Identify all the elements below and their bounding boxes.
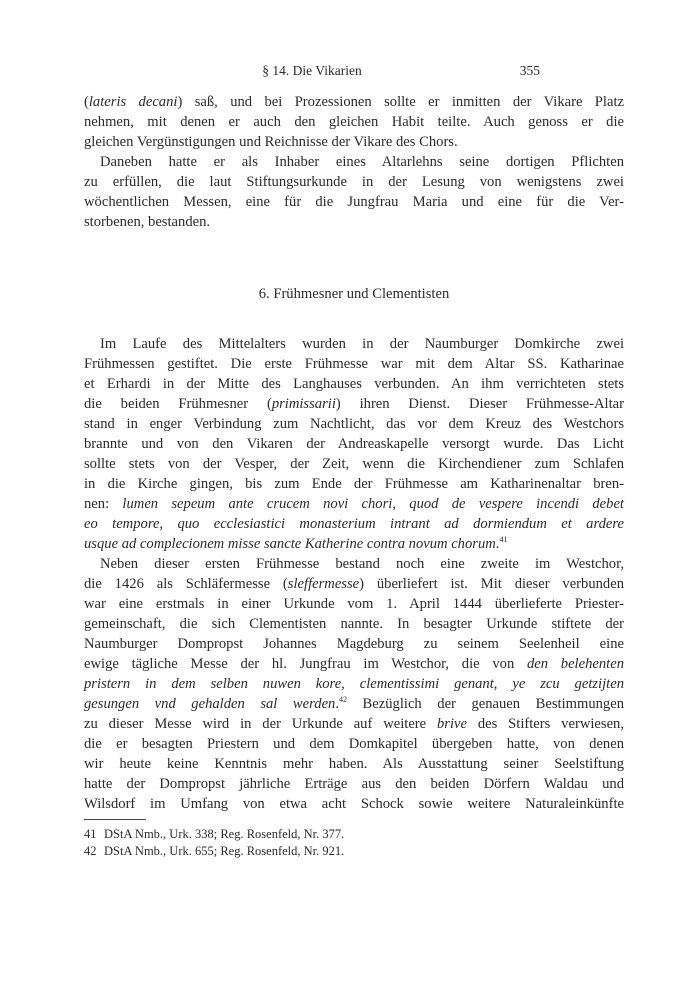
text-line: eo tempore, quo ecclesiastici monasterium intrant ad dormiendum et ardere	[84, 516, 624, 532]
text-line: gemeinschaft, die sich Clementisten nannte. In besagter Urkunde stiftete der	[84, 616, 624, 632]
text-line: pristern in dem selben nuwen kore, clementissimi genant, ye zcu getzijten	[84, 676, 624, 692]
text-line: zu erfüllen, die laut Stiftungsurkunde in der Lesung von wenigstens zwei	[84, 174, 624, 190]
text-line: Neben dieser ersten Frühmesse bestand noch eine zweite im Westchor,	[100, 556, 624, 572]
text-line: Im Laufe des Mittelalters wurden in der Naumburger Domkirche zwei	[100, 336, 624, 352]
text-line: in die Kirche gingen, bis zum Ende der Frühmesse am Katharinenaltar bren-	[84, 476, 624, 492]
text-line: die 1426 als Schläfermesse (sleffermesse) überliefert ist. Mit dieser verbunden	[84, 576, 624, 592]
text-line: war eine erstmals in einer Urkunde vom 1. April 1444 überlieferte Priester-	[84, 596, 624, 612]
text-line: nehmen, mit denen er auch den gleichen Habit teilte. Auch genoss er die	[84, 114, 624, 130]
text-line: gesungen vnd gehalden sal werden.$^{42}$ Bezüglich der genauen Bestimmungen	[84, 695, 624, 712]
text-line: sollte stets von der Vesper, der Zeit, wenn die Kirchendiener zum Schlafen	[84, 456, 624, 472]
page-number: 355	[519, 63, 540, 78]
footnotes	[84, 826, 624, 860]
footnote	[84, 826, 624, 843]
text-line: stand in enger Verbindung zum Nachtlicht, das vor dem Kreuz des Westchors	[84, 416, 624, 432]
footnote-divider	[84, 819, 146, 820]
text-line: wir heute keine Kenntnis mehr haben. Als Ausstattung seiner Seelstiftung	[84, 756, 624, 772]
text-line: et Erhardi in der Mitte des Langhauses verbunden. An ihm verrichteten stets	[84, 376, 624, 392]
footnote-ref: 41	[499, 535, 508, 544]
footnote-text: DStA Nmb., Urk. 655; Reg. Rosenfeld, Nr. 921.	[104, 844, 345, 858]
text-line: zu dieser Messe wird in der Urkunde auf weitere brive des Stifters verwiesen,	[84, 716, 624, 732]
text-line: usque ad complecionem misse sancte Katherine contra novum chorum.$^{41}$	[84, 535, 508, 552]
text-line: gleichen Vergünstigungen und Reichnisse der Vikare des Chors.	[84, 134, 458, 150]
text-line: die er besagten Priestern und dem Domkapitel übergeben hatte, von denen	[84, 736, 624, 752]
text-line: brannte und von den Vikaren der Andreaskapelle versorgt wurde. Das Licht	[84, 436, 624, 452]
text-line: ewige tägliche Messe der hl. Jungfrau im Westchor, die von den belehenten	[84, 656, 624, 672]
footnote-ref: 42	[339, 695, 347, 704]
text-line: nen: lumen sepeum ante crucem novi chori, quod de vespere incendi debet	[84, 496, 624, 512]
footnote-number: 42	[84, 844, 97, 858]
footnote-number: 41	[84, 827, 97, 841]
text-line: die beiden Frühmesner (primissarii) ihren Dienst. Dieser Frühmesse-Altar	[84, 396, 624, 412]
footnote	[84, 843, 624, 860]
running-head-title: § 14. Die Vikarien	[262, 63, 362, 78]
text-line: Daneben hatte er als Inhaber eines Altarlehns seine dortigen Pflichten	[100, 154, 624, 170]
section-heading: 6. Frühmesner und Clementisten	[258, 286, 450, 302]
text-line: wöchentlichen Messen, eine für die Jungfrau Maria und eine für die Ver-	[84, 194, 624, 210]
body-text	[84, 92, 624, 814]
text-line: Frühmessen gestiftet. Die erste Frühmesse war mit dem Altar SS. Katharinae	[84, 356, 624, 372]
text-line: hatte der Dompropst jährliche Erträge aus den beiden Dörfern Waldau und	[84, 776, 624, 792]
footnote-text: DStA Nmb., Urk. 338; Reg. Rosenfeld, Nr. 377.	[104, 827, 345, 841]
text-line: (lateris decani) saß, und bei Prozessionen sollte er inmitten der Vikare Platz	[84, 94, 624, 110]
text-line: Wilsdorf im Umfang von etwa acht Schock sowie weitere Naturaleinkünfte	[84, 796, 624, 812]
text-line: storbenen, bestanden.	[84, 214, 211, 230]
text-line: Naumburger Dompropst Johannes Magdeburg zu seinem Seelenheil eine	[84, 636, 624, 652]
